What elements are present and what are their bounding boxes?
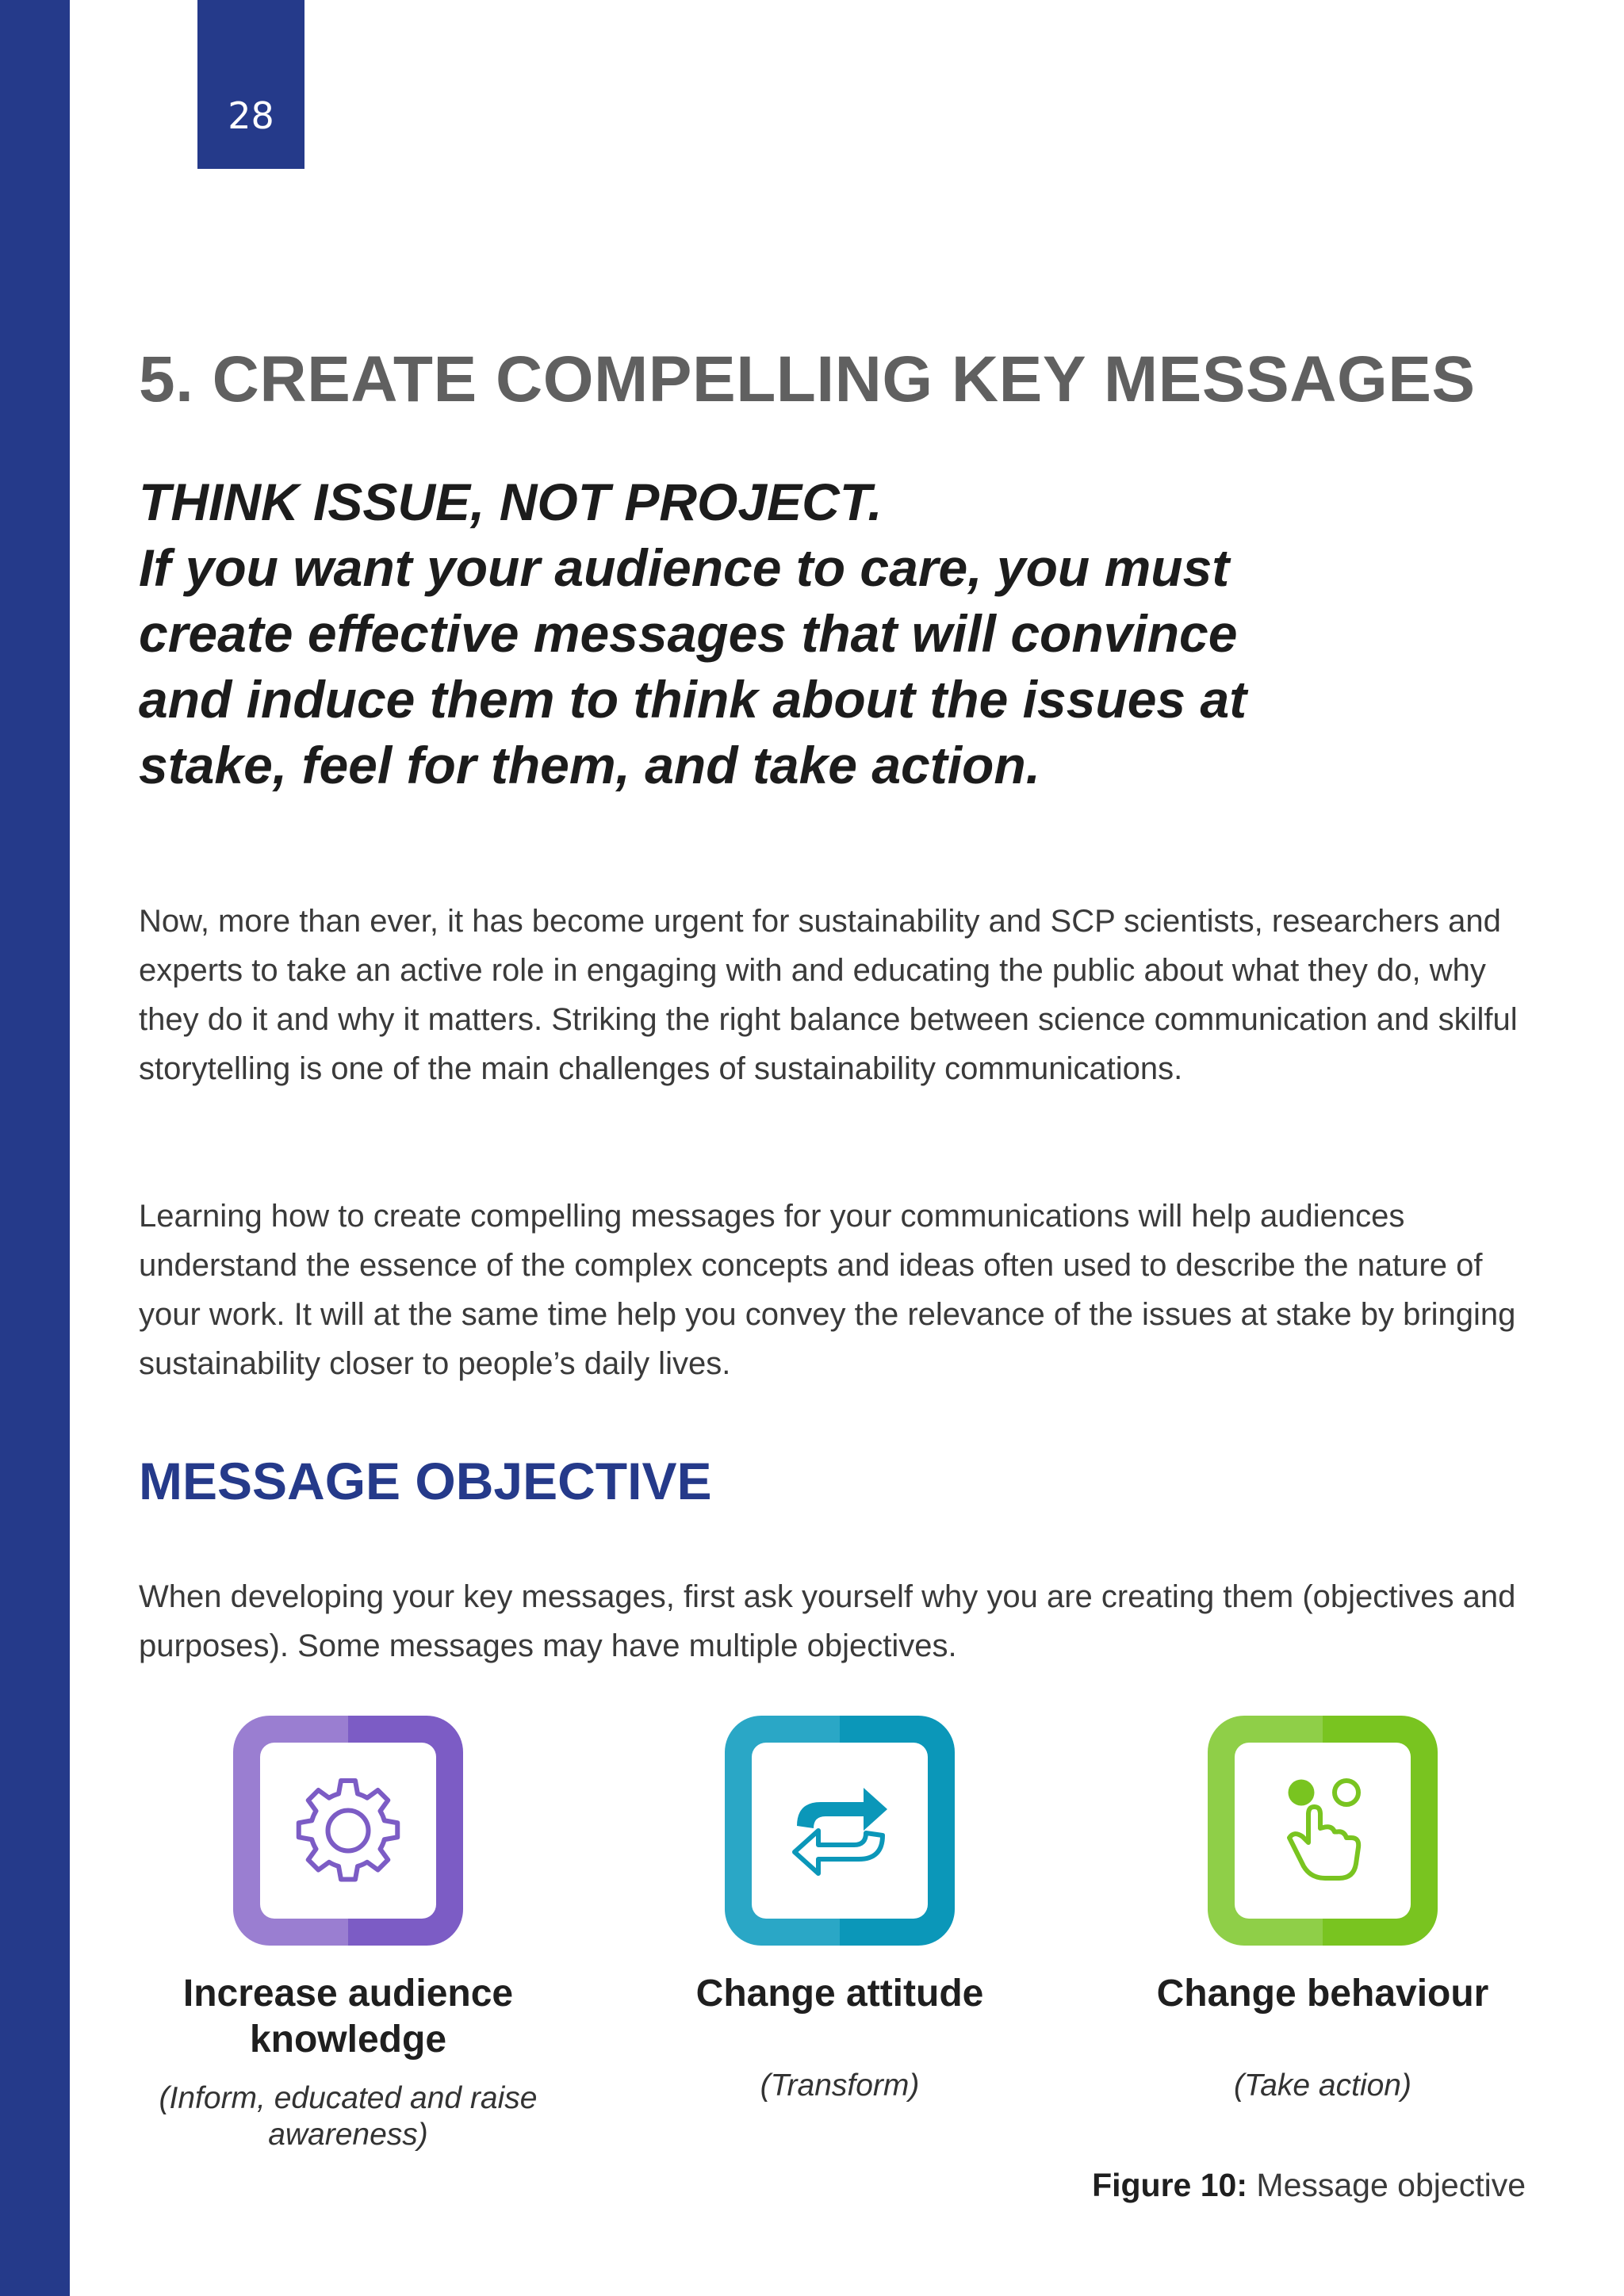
objective-change-behaviour (1101, 1716, 1545, 2104)
lead-line: stake, feel for them, and take action. (139, 736, 1041, 794)
hand-pointer-icon (1263, 1771, 1382, 1890)
message-objective-intro: When developing your key messages, first ask yourself why you are creating them (objectives and purposes). Some messages may have multiple objectives. (139, 1579, 1516, 1663)
lead-line: and induce them to think about the issues at (139, 670, 1247, 729)
lead-statement (139, 469, 1534, 798)
lead-line: If you want your audience to care, you must (139, 538, 1230, 597)
section-title: 5. CREATE COMPELLING KEY MESSAGES (139, 343, 1476, 415)
objective-change-attitude (618, 1716, 1062, 2104)
page-number: 28 (228, 94, 274, 137)
body-paragraph: Learning how to create compelling messages for your communications will help audiences understand the essence of the complex concepts and ideas often used to describe the nature of your work. It will at the same time help you convey the relevance of the issues at stake by bringing sustainability closer to people’s daily lives. (139, 1199, 1516, 1381)
gear-icon (289, 1771, 408, 1890)
objective-icon-tile (725, 1716, 955, 1946)
objective-title: Change behaviour (1156, 1973, 1489, 2015)
objective-subtitle: (Inform, educated and raise awareness) (159, 2081, 538, 2152)
figure-caption-text: Message objective (1256, 2167, 1526, 2203)
objective-title: Increase audience knowledge (182, 1973, 514, 2061)
exchange-arrows-icon (780, 1771, 899, 1890)
objective-subtitle: (Take action) (1233, 2068, 1411, 2103)
side-accent-bar (0, 0, 70, 2296)
body-paragraph: Now, more than ever, it has become urgent for sustainability and SCP scientists, researchers and experts to take an active role in engaging with and educating the public about what they do, why they do it and why it matters. Striking the right balance between science communication and skilful storytelling is one of the main challenges of sustainability communications. (139, 904, 1518, 1086)
objective-increase-knowledge (126, 1716, 570, 2153)
page-number-tab (197, 0, 304, 169)
lead-line: THINK ISSUE, NOT PROJECT. (139, 473, 883, 531)
figure-caption-label: Figure 10: (1092, 2167, 1248, 2203)
objective-icon-tile (233, 1716, 463, 1946)
objective-icon-tile (1208, 1716, 1438, 1946)
message-objective-heading: MESSAGE OBJECTIVE (139, 1452, 712, 1510)
lead-line: create effective messages that will convince (139, 604, 1238, 663)
objective-title: Change attitude (695, 1973, 984, 2015)
figure-caption (1092, 2167, 1526, 2204)
objective-subtitle: (Transform) (760, 2068, 920, 2103)
